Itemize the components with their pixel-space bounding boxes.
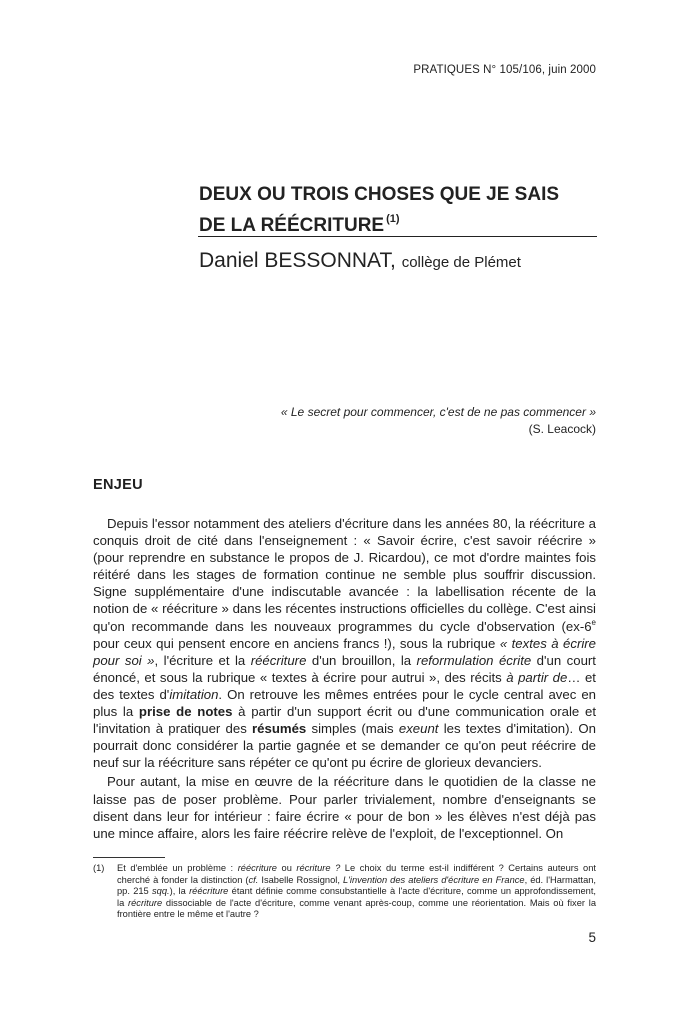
epigraph-source: (S. Leacock) <box>528 422 596 436</box>
footnote-number: (1) <box>93 863 105 873</box>
footnote-text: Et d'emblée un problème : réécriture ou récriture ? Le choix du terme est-il indifférent ? Certains auteurs ont cherché à fonder la distinction (cf. Isabelle Rossignol, L'invention des ateliers d'écriture en France, éd. l'Harmattan, pp. 215 sqq.), la réécriture étant définie comme consubstantielle à l'acte d'écriture, comme un approfondissement, la récriture dissociable de l'acte d'écriture, comme venant après-coup, comme une réorientation. Mais où fixer la frontière entre le même et l'autre ? <box>117 863 596 919</box>
body-text <box>93 515 596 842</box>
paragraph-2: Pour autant, la mise en œuvre de la réécriture dans le quotidien de la classe ne laisse pas de poser problème. Pour parler trivialement, nombre d'enseignants se disent dans leur for intérieur : faire écrire « pour de bon » les élèves n'est déjà pas une mince affaire, alors les faire réécrire relève de l'exploit, de l'exceptionnel. On <box>93 774 596 841</box>
paragraph-1: Depuis l'essor notamment des ateliers d'écriture dans les années 80, la réécriture a conquis droit de cité dans l'enseignement : « Savoir écrire, c'est savoir réécrire » (pour reprendre en substance le propos de J. Ricardou), ce mot d'ordre maintes fois réitéré dans les stages de formation continue ne semble plus souffrir discussion. Signe supplémentaire d'une indiscutable avancée : la labellisation récente de la notion de « réécriture » dans les récentes instructions officielles du collège. C'est ainsi qu'on recommande dans les nouveaux programmes du cycle d'observation (ex-6e pour ceux qui pensent encore en anciens francs !), sous la rubrique « textes à écrire pour soi », l'écriture et la réécriture d'un brouillon, la reformulation écrite d'un court énoncé, et sous la rubrique « textes à écrire pour autrui », des récits à partir de… et des textes d'imitation. On retrouve les mêmes entrées pour le cycle central avec en plus la prise de notes à partir d'un support écrit ou d'une communication orale et l'invitation à pratiquer des résumés simples (mais exeunt les textes d'imitation). On pourrait donc considérer la partie gagnée et se demander ce qu'on peut réécrire de neuf sur la réécriture sans répéter ce qu'ont pu écrire de glorieux devanciers. <box>93 516 597 771</box>
page-number: 5 <box>588 930 596 945</box>
author-affiliation: collège de Plémet <box>401 254 521 271</box>
journal-header: PRATIQUES N° 105/106, juin 2000 <box>413 64 596 76</box>
epigraph-text: « Le secret pour commencer, c'est de ne pas commencer » <box>280 405 596 419</box>
title-footnote-ref[interactable]: (1) <box>386 213 400 225</box>
author-line <box>199 249 521 273</box>
title-line-2-text: DE LA RÉÉCRITURE <box>199 215 385 236</box>
epigraph <box>281 404 596 438</box>
title-divider <box>198 236 597 237</box>
footnote-divider <box>93 857 165 858</box>
footnote <box>93 863 596 921</box>
title-line-2 <box>199 207 559 238</box>
article-title <box>199 183 559 238</box>
title-line-1: DEUX OU TROIS CHOSES QUE JE SAIS <box>199 184 560 205</box>
section-heading: ENJEU <box>93 477 143 493</box>
author-name: Daniel BESSONNAT, <box>199 249 396 272</box>
